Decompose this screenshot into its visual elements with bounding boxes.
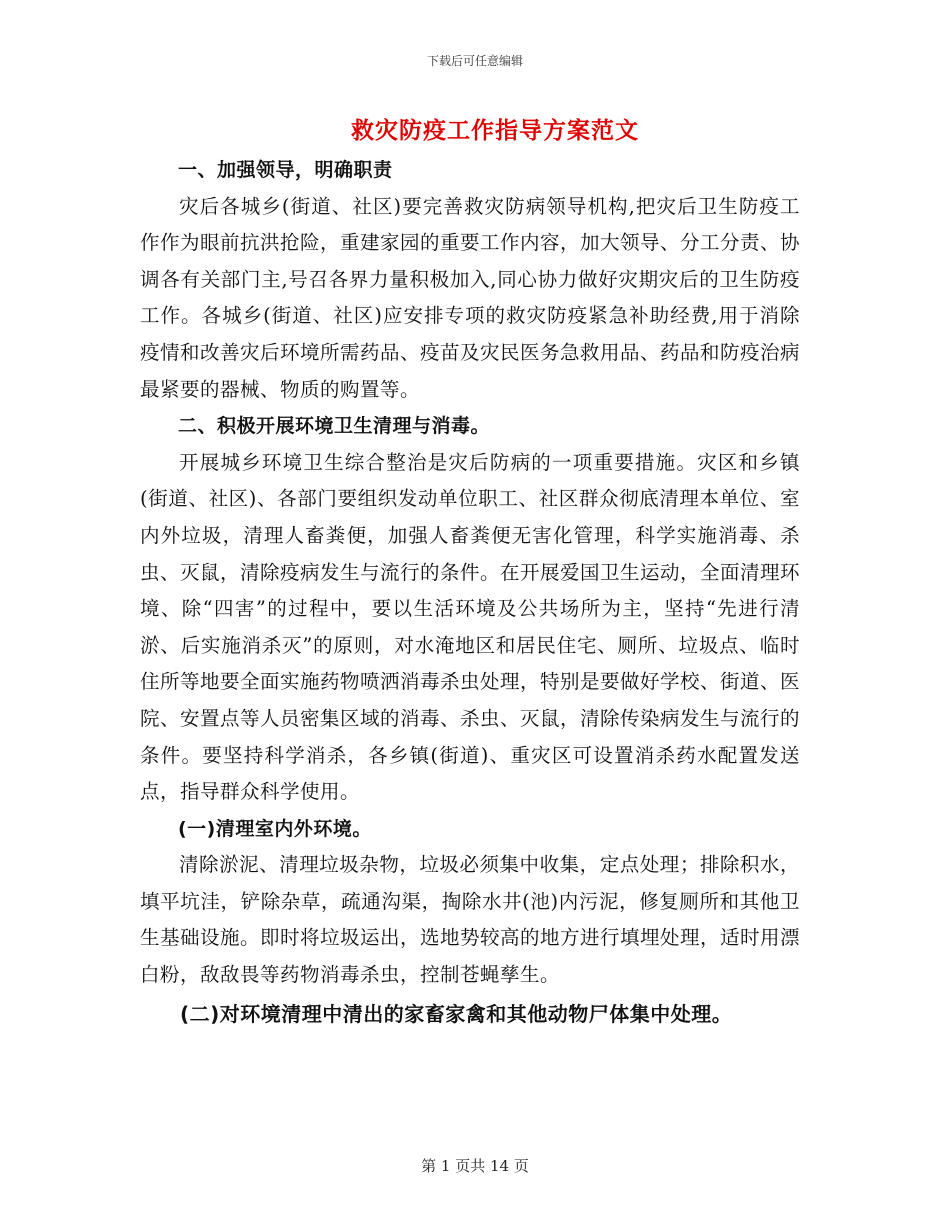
header-note: 下载后可任意编辑 (426, 54, 523, 68)
subsection-heading-2: (二)对环境清理中清出的家畜家禽和其他动物尸体集中处理。 (180, 1001, 733, 1026)
section-heading-1: 一、加强领导，明确职责 (178, 159, 393, 181)
page-number: 第 1 页共 14 页 (421, 1157, 529, 1175)
body-paragraph-3: 清除淤泥、清理垃圾杂物，垃圾必须集中收集，定点处理；排除积水，填平坑洼，铲除杂草，疏通沟渠，掏除水井(池)内污泥，修复厕所和其他卫生基础设施。即时将垃圾运出，选地势较高的地方进行填埋处理，适时用漂白粉，敌敌畏等药物消毒杀虫，控制苍蝇孳生。 (140, 853, 801, 987)
document-body (140, 152, 800, 1034)
body-paragraph-1: 灾后各城乡(街道、社区)要完善救灾防病领导机构,把灾后卫生防疫工作作为眼前抗洪抢险，重建家园的重要工作内容，加大领导、分工分责、协调各有关部门主,号召各界力量积极加入,同心协力做好灾期灾后的卫生防疫工作。各城乡(街道、社区)应安排专项的救灾防疫紧急补助经费,用于消除疫情和改善灾后环境所需药品、疫苗及灾民医务急救用品、药品和防疫治病最紧要的器械、物质的购置等。 (140, 194, 801, 401)
subsection-heading-1: (一)清理室内外环境。 (178, 817, 372, 840)
document-title: 救灾防疫工作指导方案范文 (351, 117, 639, 144)
body-paragraph-2: 开展城乡环境卫生综合整治是灾后防病的一项重要措施。灾区和乡镇(街道、社区)、各部门要组织发动单位职工、社区群众彻底清理本单位、室内外垃圾，清理人畜粪便，加强人畜粪便无害化管理，科学实施消毒、杀虫、灭鼠，清除疫病发生与流行的条件。在开展爱国卫生运动，全面清理环境、除“四害”的过程中，要以生活环境及公共场所为主，坚持“先进行清淤、后实施消杀灭”的原则，对水淹地区和居民住宅、厕所、垃圾点、临时住所等地要全面实施药物喷洒消毒杀虫处理，特别是要做好学校、街道、医院、安置点等人员密集区域的消毒、杀虫、灭鼠，清除传染病发生与流行的条件。要坚持科学消杀，各乡镇(街道)、重灾区可设置消杀药水配置发送点，指导群众科学使用。 (140, 450, 801, 804)
section-heading-2: 二、积极开展环境卫生清理与消毒。 (178, 415, 491, 438)
